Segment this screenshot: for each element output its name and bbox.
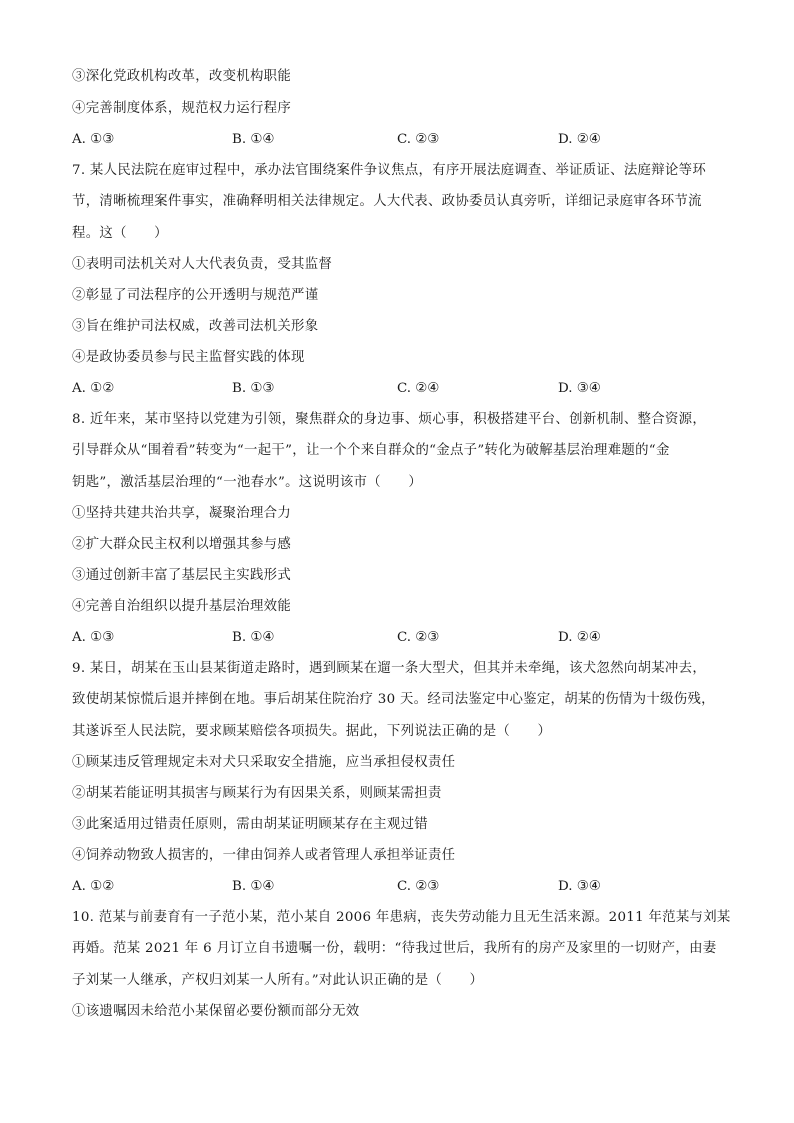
option-b: B. ①④: [232, 132, 275, 147]
option-d: D. ③④: [558, 879, 601, 894]
option-c: C. ②③: [397, 630, 440, 645]
statement-2: ②扩大群众民主权利以增强其参与感: [72, 537, 292, 552]
option-d: D. ②④: [558, 630, 601, 645]
statement-3: ③旨在维护司法权威，改善司法机关形象: [72, 319, 319, 334]
statement-1: ①表明司法机关对人大代表负责，受其监督: [72, 257, 333, 272]
answer-options-q9: [72, 879, 732, 895]
statement-4: ④饲养动物致人损害的，一律由饲养人或者管理人承担举证责任: [72, 848, 456, 863]
option-d: D. ②④: [558, 132, 601, 147]
text-line: 引导群众从“围着看”转变为“一起干”，让一个个来自群众的“金点子”转化为破解基层治理难题的“金: [72, 443, 670, 458]
statement-3: ③此案适用过错责任原则，需由胡某证明顾某存在主观过错: [72, 817, 428, 832]
option-c: C. ②③: [397, 879, 440, 894]
option-c: C. ②③: [397, 132, 440, 147]
option-b: B. ①③: [232, 381, 275, 396]
text-line: ④完善制度体系，规范权力运行程序: [72, 101, 292, 116]
question-7-stem: 7. 某人民法院在庭审过程中，承办法官围绕案件争议焦点，有序开展法庭调查、举证质证、法庭辩论等环: [72, 163, 707, 178]
option-a: A. ①②: [72, 879, 115, 894]
option-a: A. ①②: [72, 381, 115, 396]
statement-2: ②彰显了司法程序的公开透明与规范严谨: [72, 288, 319, 303]
statement-4: ④完善自治组织以提升基层治理效能: [72, 599, 292, 614]
text-line: 其遂诉至人民法院，要求顾某赔偿各项损失。据此，下列说法正确的是（ ）: [72, 724, 552, 739]
option-b: B. ①④: [232, 630, 275, 645]
question-8-stem: 8. 近年来，某市坚持以党建为引领，聚焦群众的身边事、烦心事，积极搭建平台、创新机制、整合资源，: [72, 412, 707, 427]
question-10-stem: 10. 范某与前妻育有一子范小某，范小某自 2006 年患病，丧失劳动能力且无生活来源。2011 年范某与刘某: [72, 910, 731, 925]
statement-3: ③通过创新丰富了基层民主实践形式: [72, 568, 292, 583]
option-a: A. ①③: [72, 132, 115, 147]
answer-options-q6: [72, 132, 732, 148]
text-line: 子刘某一人继承，产权归刘某一人所有。”对此认识正确的是（ ）: [72, 973, 484, 988]
statement-2: ②胡某若能证明其损害与顾某行为有因果关系，则顾某需担责: [72, 786, 442, 801]
option-d: D. ③④: [558, 381, 601, 396]
text-line: 节，清晰梳理案件事实，准确释明相关法律规定。人大代表、政协委员认真旁听，详细记录庭审各环节流: [72, 194, 702, 209]
option-c: C. ②④: [397, 381, 440, 396]
statement-4: ④是政协委员参与民主监督实践的体现: [72, 350, 305, 365]
statement-1: ①该遗嘱因未给范小某保留必要份额而部分无效: [72, 1004, 360, 1019]
text-line: 致使胡某惊慌后退并摔倒在地。事后胡某住院治疗 30 天。经司法鉴定中心鉴定，胡某的伤情为十级伤残，: [72, 692, 715, 707]
option-b: B. ①④: [232, 879, 275, 894]
text-line: 再婚。范某 2021 年 6 月订立自书遗嘱一份，载明：“待我过世后，我所有的房产及家里的一切财产，由妻: [72, 941, 717, 956]
text-line: 程。这（ ）: [72, 226, 168, 241]
answer-options-q7: [72, 381, 732, 397]
text-line: ③深化党政机构改革，改变机构职能: [72, 69, 292, 84]
answer-options-q8: [72, 630, 732, 646]
text-line: 钥匙”，激活基层治理的“一池春水”。这说明该市（ ）: [72, 475, 423, 490]
option-a: A. ①③: [72, 630, 115, 645]
statement-1: ①顾某违反管理规定未对犬只采取安全措施，应当承担侵权责任: [72, 755, 456, 770]
question-9-stem: 9. 某日，胡某在玉山县某街道走路时，遇到顾某在遛一条大型犬，但其并未牵绳，该犬忽然向胡某冲去，: [72, 661, 707, 676]
statement-1: ①坚持共建共治共享，凝聚治理合力: [72, 506, 292, 521]
